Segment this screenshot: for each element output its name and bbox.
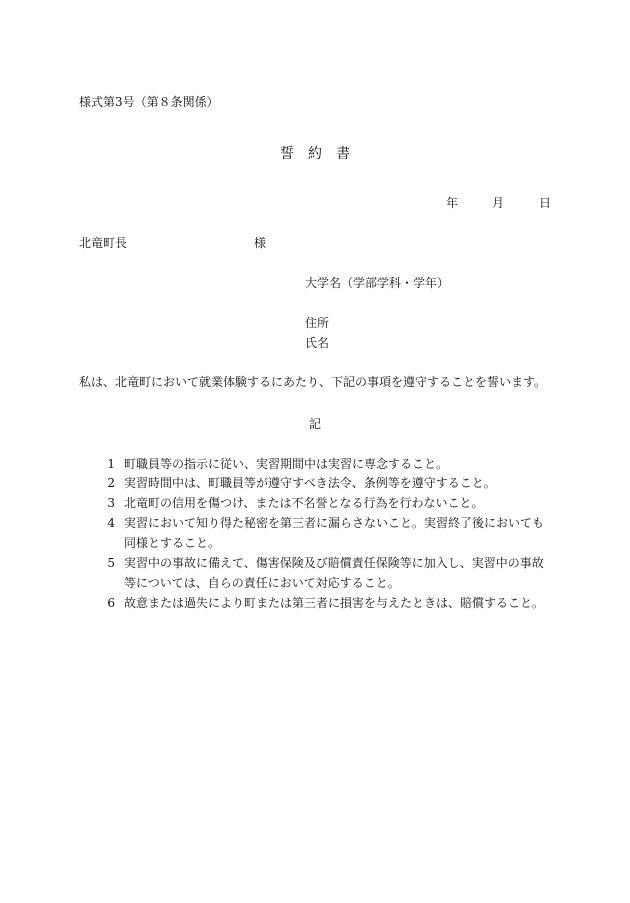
item-text: 実習中の事故に備えて、傷害保険及び賠償責任保険等に加入し、実習中の事故 xyxy=(124,556,544,570)
item-number: 5 xyxy=(107,556,115,570)
item-number: 1 xyxy=(107,457,115,471)
form-number: 様式第3号（第８条関係） xyxy=(79,95,219,109)
pledge-statement: 私は、北竜町において就業体験するにあたり、下記の事項を遵守することを誓います。 xyxy=(79,375,547,389)
item-text: 実習において知り得た秘密を第三者に漏らさないこと。実習終了後においても xyxy=(124,516,545,530)
item-number: 4 xyxy=(107,516,115,530)
item-text: 町職員等の指示に従い、実習期間中は実習に専念すること。 xyxy=(124,457,449,471)
item-text-continued: 同様とすること。 xyxy=(124,536,221,550)
university-label: 大学名（学部学科・学年） xyxy=(305,276,450,290)
title-char: 約 xyxy=(308,146,322,162)
item-text: 実習時間中は、町職員等が遵守すべき法令、条例等を遵守すること。 xyxy=(124,476,496,490)
item-text: 故意または過失により町または第三者に損害を与えたときは、賠償すること。 xyxy=(124,596,545,610)
name-label: 氏名 xyxy=(305,336,330,350)
date-month-label: 月 xyxy=(492,196,505,210)
ki-heading: 記 xyxy=(308,417,321,431)
addressee-honorific: 様 xyxy=(254,236,267,250)
item-text-continued: 等については、自らの責任において対応すること。 xyxy=(124,576,400,590)
item-number: 3 xyxy=(107,496,115,510)
date-day-label: 日 xyxy=(539,196,552,210)
item-number: 6 xyxy=(107,596,115,610)
title-char: 書 xyxy=(336,146,350,162)
title-char: 誓 xyxy=(280,146,294,162)
document-title xyxy=(0,147,630,161)
date-year-label: 年 xyxy=(446,196,459,210)
item-number: 2 xyxy=(107,476,115,490)
addressee-name: 北竜町長 xyxy=(79,236,128,250)
item-text: 北竜町の信用を傷つけ、または不名誉となる行為を行わないこと。 xyxy=(124,496,484,510)
address-label: 住所 xyxy=(305,316,330,330)
